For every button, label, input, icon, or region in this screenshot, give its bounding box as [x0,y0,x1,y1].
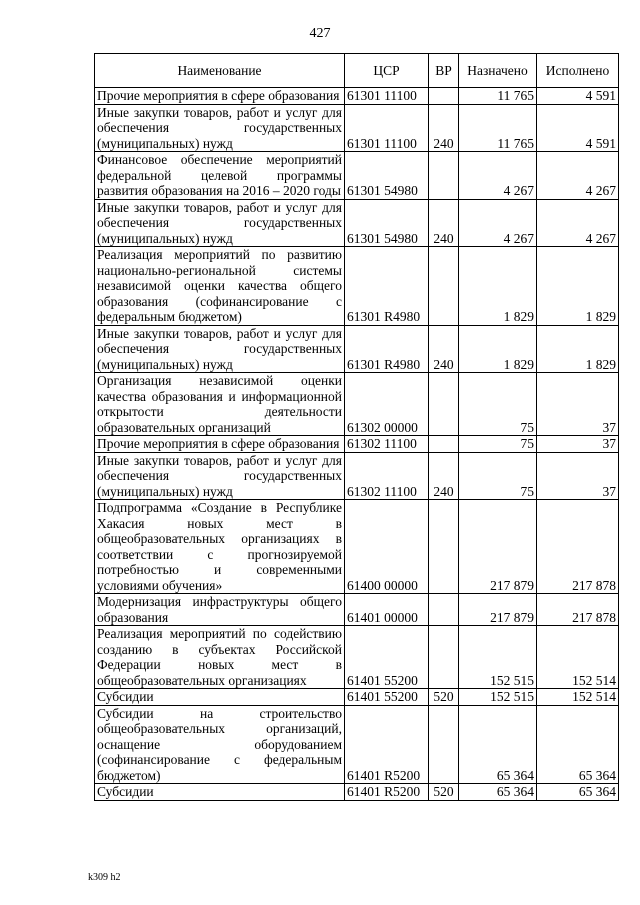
table-row [95,689,619,706]
table-row [95,436,619,453]
row-name: Прочие мероприятия в сфере образования [95,88,345,105]
row-executed: 217 878 [537,500,619,594]
row-executed: 152 514 [537,626,619,689]
row-name: Реализация мероприятий по содействию созданию в субъектах Российской Федерации новых мест в общеобразовательных организациях [95,626,345,689]
table-row [95,325,619,373]
row-executed: 1 829 [537,325,619,373]
table-row [95,594,619,626]
row-name: Иные закупки товаров, работ и услуг для обеспечения государственных (муниципальных) нужд [95,452,345,500]
row-vr [429,626,459,689]
table-row [95,784,619,801]
row-assigned: 65 364 [459,784,537,801]
row-assigned: 217 879 [459,500,537,594]
row-assigned: 152 515 [459,626,537,689]
row-name: Иные закупки товаров, работ и услуг для обеспечения государственных (муниципальных) нужд [95,325,345,373]
row-csr: 61301 54980 [345,152,429,200]
row-name: Финансовое обеспечение мероприятий федеральной целевой программы развития образования на 2016 – 2020 годы [95,152,345,200]
table-header-row [95,54,619,88]
header-vr: ВР [429,54,459,88]
row-name: Организация независимой оценки качества образования и информационной открытости деятельности образовательных организаций [95,373,345,436]
row-assigned: 75 [459,436,537,453]
table-row [95,199,619,247]
row-csr: 61301 R4980 [345,325,429,373]
footer-code: k309 h2 [88,872,121,883]
header-name: Наименование [95,54,345,88]
budget-table [94,53,619,801]
table-row [95,373,619,436]
row-executed: 4 267 [537,152,619,200]
row-assigned: 75 [459,452,537,500]
row-csr: 61401 R5200 [345,705,429,784]
row-vr: 240 [429,325,459,373]
header-csr: ЦСР [345,54,429,88]
row-vr: 240 [429,199,459,247]
row-name: Субсидии на строительство общеобразовательных организаций, оснащение оборудованием (софинансирование с федеральным бюджетом) [95,705,345,784]
table-row [95,705,619,784]
row-vr [429,594,459,626]
row-assigned: 4 267 [459,152,537,200]
row-name: Иные закупки товаров, работ и услуг для обеспечения государственных (муниципальных) нужд [95,199,345,247]
row-assigned: 1 829 [459,247,537,326]
row-executed: 217 878 [537,594,619,626]
row-assigned: 65 364 [459,705,537,784]
row-name: Модернизация инфраструктуры общего образования [95,594,345,626]
row-executed: 37 [537,373,619,436]
row-csr: 61401 55200 [345,689,429,706]
row-name: Подпрограмма «Создание в Республике Хакасия новых мест в общеобразовательных организациях в соответствии с прогнозируемой потребностью и современными условиями обучения» [95,500,345,594]
row-vr [429,500,459,594]
row-executed: 65 364 [537,784,619,801]
row-vr [429,705,459,784]
row-csr: 61401 00000 [345,594,429,626]
row-executed: 152 514 [537,689,619,706]
row-vr: 520 [429,784,459,801]
row-vr: 240 [429,452,459,500]
row-csr: 61301 11100 [345,104,429,152]
table-row [95,500,619,594]
header-executed: Исполнено [537,54,619,88]
row-name: Реализация мероприятий по развитию национально-региональной системы независимой оценки качества общего образования (софинансирование с федеральным бюджетом) [95,247,345,326]
row-executed: 37 [537,436,619,453]
row-executed: 1 829 [537,247,619,326]
row-vr: 520 [429,689,459,706]
page-number: 427 [309,26,331,41]
row-csr: 61301 54980 [345,199,429,247]
row-vr: 240 [429,104,459,152]
row-executed: 4 591 [537,104,619,152]
row-csr: 61401 R5200 [345,784,429,801]
row-csr: 61401 55200 [345,626,429,689]
table-row [95,452,619,500]
row-name: Иные закупки товаров, работ и услуг для обеспечения государственных (муниципальных) нужд [95,104,345,152]
table-row [95,104,619,152]
row-assigned: 11 765 [459,88,537,105]
row-name: Субсидии [95,784,345,801]
row-executed: 4 267 [537,199,619,247]
row-executed: 4 591 [537,88,619,105]
table-row [95,247,619,326]
row-vr [429,88,459,105]
row-vr [429,247,459,326]
row-name: Субсидии [95,689,345,706]
table-row [95,152,619,200]
row-vr [429,436,459,453]
row-csr: 61301 R4980 [345,247,429,326]
row-csr: 61301 11100 [345,88,429,105]
row-csr: 61400 00000 [345,500,429,594]
row-csr: 61302 00000 [345,373,429,436]
row-assigned: 1 829 [459,325,537,373]
row-executed: 65 364 [537,705,619,784]
row-name: Прочие мероприятия в сфере образования [95,436,345,453]
row-executed: 37 [537,452,619,500]
table-row [95,88,619,105]
row-assigned: 75 [459,373,537,436]
row-vr [429,373,459,436]
row-assigned: 217 879 [459,594,537,626]
row-assigned: 4 267 [459,199,537,247]
row-csr: 61302 11100 [345,436,429,453]
row-assigned: 152 515 [459,689,537,706]
row-csr: 61302 11100 [345,452,429,500]
header-assigned: Назначено [459,54,537,88]
row-vr [429,152,459,200]
table-row [95,626,619,689]
row-assigned: 11 765 [459,104,537,152]
